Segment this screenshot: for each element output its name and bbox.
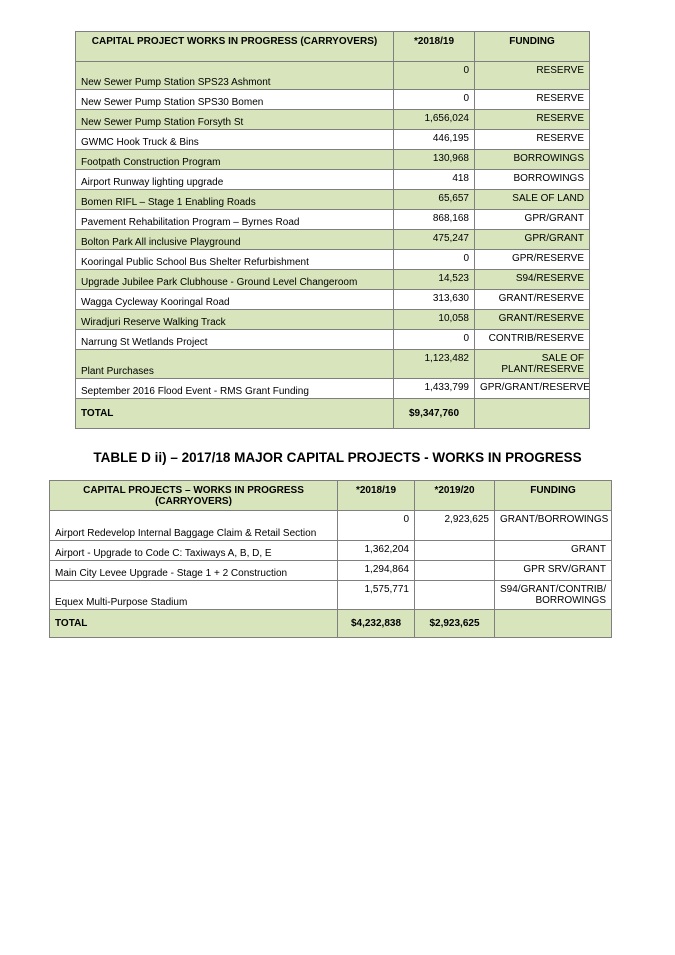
project-name: Bomen RIFL – Stage 1 Enabling Roads bbox=[76, 190, 394, 210]
project-name: Upgrade Jubilee Park Clubhouse - Ground Level Changeroom bbox=[76, 270, 394, 290]
table-row bbox=[50, 511, 612, 541]
funding-source: GRANT/RESERVE bbox=[475, 290, 590, 310]
amount-2018-19: 1,362,204 bbox=[338, 541, 415, 561]
table-row bbox=[76, 190, 590, 210]
table-row bbox=[76, 210, 590, 230]
total-label: TOTAL bbox=[50, 610, 338, 638]
carryover-projects-body bbox=[76, 62, 590, 429]
table-row bbox=[76, 230, 590, 250]
total-2018-19: $9,347,760 bbox=[394, 399, 475, 429]
amount-2018-19: 0 bbox=[338, 511, 415, 541]
funding-source: SALE OF PLANT/RESERVE bbox=[475, 350, 590, 379]
amount-2018-19: 0 bbox=[394, 250, 475, 270]
funding-source: RESERVE bbox=[475, 110, 590, 130]
total-funding bbox=[475, 399, 590, 429]
amount-2019-20 bbox=[415, 541, 495, 561]
header-2018-19: *2018/19 bbox=[394, 32, 475, 62]
amount-2019-20: 2,923,625 bbox=[415, 511, 495, 541]
project-name: Main City Levee Upgrade - Stage 1 + 2 Construction bbox=[50, 561, 338, 581]
project-name: Airport Redevelop Internal Baggage Claim & Retail Section bbox=[50, 511, 338, 541]
amount-2018-19: 1,433,799 bbox=[394, 379, 475, 399]
header-funding: FUNDING bbox=[475, 32, 590, 62]
project-name: Narrung St Wetlands Project bbox=[76, 330, 394, 350]
amount-2018-19: 1,656,024 bbox=[394, 110, 475, 130]
funding-source: BORROWINGS bbox=[475, 170, 590, 190]
header-funding: FUNDING bbox=[495, 481, 612, 511]
total-label: TOTAL bbox=[76, 399, 394, 429]
amount-2018-19: 1,123,482 bbox=[394, 350, 475, 379]
funding-source: GPR/GRANT/RESERVE bbox=[475, 379, 590, 399]
amount-2018-19: 446,195 bbox=[394, 130, 475, 150]
project-name: GWMC Hook Truck & Bins bbox=[76, 130, 394, 150]
project-name: New Sewer Pump Station Forsyth St bbox=[76, 110, 394, 130]
table-row bbox=[76, 310, 590, 330]
project-name: New Sewer Pump Station SPS30 Bomen bbox=[76, 90, 394, 110]
funding-source: S94/GRANT/CONTRIB/ BORROWINGS bbox=[495, 581, 612, 610]
project-name: Wiradjuri Reserve Walking Track bbox=[76, 310, 394, 330]
total-row bbox=[50, 610, 612, 638]
project-name: Airport - Upgrade to Code C: Taxiways A, B, D, E bbox=[50, 541, 338, 561]
total-2019-20: $2,923,625 bbox=[415, 610, 495, 638]
funding-source: GPR/GRANT bbox=[475, 230, 590, 250]
project-name: Airport Runway lighting upgrade bbox=[76, 170, 394, 190]
header-2019-20: *2019/20 bbox=[415, 481, 495, 511]
funding-source: GPR/GRANT bbox=[475, 210, 590, 230]
table-row bbox=[76, 90, 590, 110]
project-name: Footpath Construction Program bbox=[76, 150, 394, 170]
table-row bbox=[76, 170, 590, 190]
funding-source: CONTRIB/RESERVE bbox=[475, 330, 590, 350]
amount-2018-19: 313,630 bbox=[394, 290, 475, 310]
project-name: Bolton Park All inclusive Playground bbox=[76, 230, 394, 250]
table-row bbox=[76, 62, 590, 90]
header-project: CAPITAL PROJECT WORKS IN PROGRESS (CARRYOVERS) bbox=[76, 32, 394, 62]
funding-source: GPR SRV/GRANT bbox=[495, 561, 612, 581]
table-row bbox=[76, 350, 590, 379]
project-name: Wagga Cycleway Kooringal Road bbox=[76, 290, 394, 310]
amount-2019-20 bbox=[415, 581, 495, 610]
funding-source: RESERVE bbox=[475, 90, 590, 110]
project-name: September 2016 Flood Event - RMS Grant Funding bbox=[76, 379, 394, 399]
funding-source: GRANT/BORROWINGS bbox=[495, 511, 612, 541]
funding-source: GRANT/RESERVE bbox=[475, 310, 590, 330]
project-name: Pavement Rehabilitation Program – Byrnes Road bbox=[76, 210, 394, 230]
header-2018-19: *2018/19 bbox=[338, 481, 415, 511]
funding-source: SALE OF LAND bbox=[475, 190, 590, 210]
amount-2018-19: 65,657 bbox=[394, 190, 475, 210]
amount-2018-19: 1,575,771 bbox=[338, 581, 415, 610]
amount-2018-19: 475,247 bbox=[394, 230, 475, 250]
amount-2018-19: 14,523 bbox=[394, 270, 475, 290]
table-row bbox=[76, 379, 590, 399]
amount-2018-19: 10,058 bbox=[394, 310, 475, 330]
amount-2018-19: 0 bbox=[394, 330, 475, 350]
total-2018-19: $4,232,838 bbox=[338, 610, 415, 638]
amount-2019-20 bbox=[415, 561, 495, 581]
table-row bbox=[50, 581, 612, 610]
amount-2018-19: 0 bbox=[394, 62, 475, 90]
carryover-projects-table bbox=[75, 31, 590, 429]
amount-2018-19: 0 bbox=[394, 90, 475, 110]
table-row bbox=[76, 290, 590, 310]
table-row bbox=[76, 270, 590, 290]
amount-2018-19: 1,294,864 bbox=[338, 561, 415, 581]
table-row bbox=[76, 130, 590, 150]
table-d-ii-heading: TABLE D ii) – 2017/18 MAJOR CAPITAL PROJECTS - WORKS IN PROGRESS bbox=[93, 450, 582, 465]
amount-2018-19: 418 bbox=[394, 170, 475, 190]
header-project: CAPITAL PROJECTS – WORKS IN PROGRESS (CARRYOVERS) bbox=[50, 481, 338, 511]
funding-source: RESERVE bbox=[475, 62, 590, 90]
table-row bbox=[50, 561, 612, 581]
amount-2018-19: 130,968 bbox=[394, 150, 475, 170]
project-name: Plant Purchases bbox=[76, 350, 394, 379]
table-row bbox=[76, 250, 590, 270]
total-row bbox=[76, 399, 590, 429]
funding-source: RESERVE bbox=[475, 130, 590, 150]
funding-source: GRANT bbox=[495, 541, 612, 561]
amount-2018-19: 868,168 bbox=[394, 210, 475, 230]
funding-source: S94/RESERVE bbox=[475, 270, 590, 290]
major-projects-body bbox=[50, 511, 612, 638]
project-name: Kooringal Public School Bus Shelter Refurbishment bbox=[76, 250, 394, 270]
project-name: New Sewer Pump Station SPS23 Ashmont bbox=[76, 62, 394, 90]
funding-source: BORROWINGS bbox=[475, 150, 590, 170]
major-projects-table bbox=[49, 480, 612, 638]
table-row bbox=[76, 110, 590, 130]
table-row bbox=[50, 541, 612, 561]
total-funding bbox=[495, 610, 612, 638]
project-name: Equex Multi-Purpose Stadium bbox=[50, 581, 338, 610]
table-row bbox=[76, 330, 590, 350]
funding-source: GPR/RESERVE bbox=[475, 250, 590, 270]
table-row bbox=[76, 150, 590, 170]
